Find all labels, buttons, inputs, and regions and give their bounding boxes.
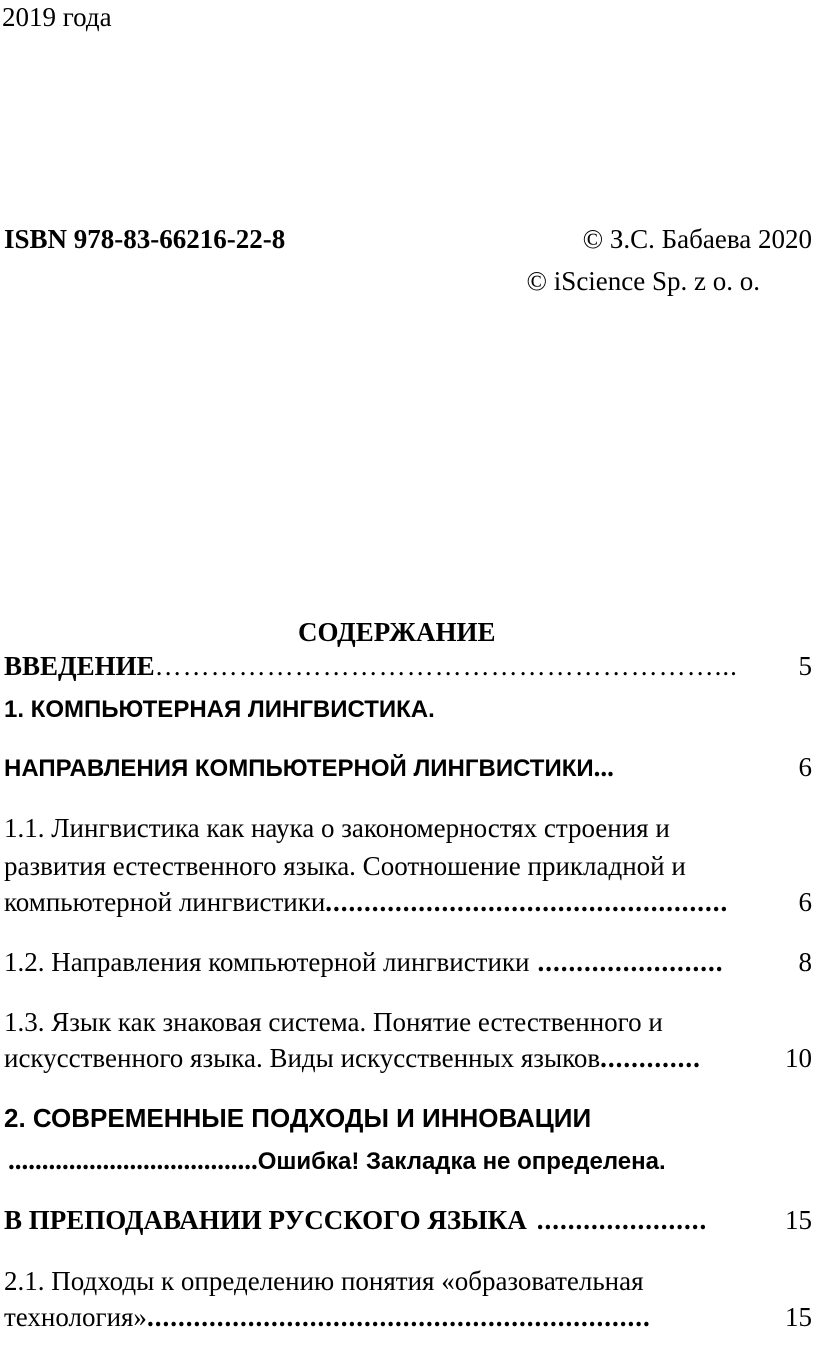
toc-leader-dots: .............	[600, 1043, 701, 1073]
copyright-publisher: © iScience Sp. z o. o.	[526, 266, 760, 296]
toc-leader-dots: .................................................................	[146, 1302, 651, 1332]
toc-entry-label: искусственного языка. Виды искусственных языков	[4, 1043, 601, 1073]
toc-title: СОДЕРЖАНИЕ	[298, 617, 496, 647]
toc-entry-section2[interactable]	[4, 1205, 812, 1236]
toc-leader-dots: ……………………………………………………...	[154, 651, 738, 681]
toc-entry-1-3[interactable]	[4, 1043, 812, 1074]
toc-page-number: 15	[785, 1205, 812, 1235]
bookmark-error-text: Ошибка! Закладка не определена.	[257, 1148, 666, 1175]
toc-leader-dots: ........................	[537, 947, 724, 977]
toc-leader-dots: .....................................	[8, 1145, 258, 1175]
toc-page-number: 5	[798, 651, 812, 681]
toc-page-number: 8	[798, 947, 812, 977]
toc-entry-label: 1.2. Направления компьютерной лингвистики	[4, 947, 530, 977]
toc-entry-label: НАПРАВЛЕНИЯ КОМПЬЮТЕРНОЙ ЛИНГВИСТИКИ	[4, 755, 594, 782]
toc-page-number: 15	[785, 1302, 812, 1332]
toc-entry-label: компьютерной лингвистики	[4, 887, 326, 917]
toc-leader-dots: ......................	[536, 1205, 708, 1235]
copyright-author: © З.С. Бабаева 2020	[582, 224, 812, 254]
toc-section2-line1: 2. СОВРЕМЕННЫЕ ПОДХОДЫ И ИННОВАЦИИ	[4, 1103, 592, 1133]
toc-item-1-3-line1: 1.3. Язык как знаковая система. Понятие естественного и	[4, 1007, 663, 1037]
toc-page-number: 6	[798, 752, 812, 782]
toc-leader-dots: ...	[593, 752, 614, 782]
isbn: ISBN 978-83-66216-22-8	[4, 224, 286, 254]
toc-section2-error-line[interactable]	[8, 1145, 666, 1176]
toc-page-number: 6	[798, 887, 812, 917]
toc-entry-label: В ПРЕПОДАВАНИИ РУССКОГО ЯЗЫКА	[4, 1205, 527, 1235]
toc-item-1-1-line1: 1.1. Лингвистика как наука о закономерностях строения и	[4, 813, 670, 843]
toc-entry-label: ВВЕДЕНИЕ	[4, 651, 155, 681]
toc-entry-2-1[interactable]	[4, 1302, 812, 1333]
toc-entry-1-1[interactable]	[4, 887, 812, 918]
toc-entry-intro[interactable]	[4, 651, 812, 682]
toc-leader-dots: ....................................................	[325, 887, 729, 917]
toc-entry-section1[interactable]	[4, 752, 812, 783]
toc-section1-line1: 1. КОМПЬЮТЕРНАЯ ЛИНГВИСТИКА.	[4, 696, 435, 723]
toc-page-number: 10	[785, 1043, 812, 1073]
toc-item-1-1-line2: развития естественного языка. Соотношение прикладной и	[4, 851, 686, 881]
toc-entry-label: технология»	[4, 1302, 147, 1332]
year-text: 2019 года	[2, 2, 112, 32]
toc-entry-1-2[interactable]	[4, 947, 812, 978]
toc-item-2-1-line1: 2.1. Подходы к определению понятия «образовательная	[4, 1266, 644, 1296]
